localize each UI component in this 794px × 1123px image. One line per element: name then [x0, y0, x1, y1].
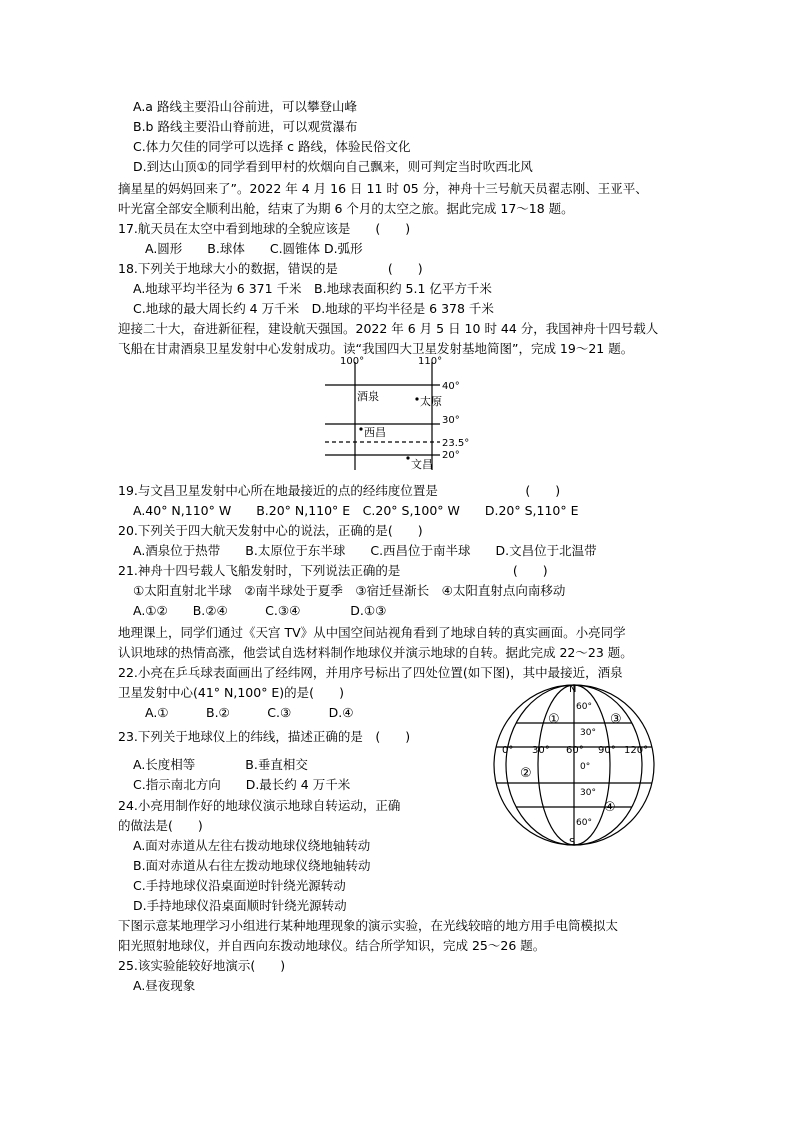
question-24: 24.小亮用制作好的地球仪演示地球自转运动，正确 — [118, 798, 401, 813]
globe-marker-4: ④ — [604, 800, 616, 815]
passage-line: 认识地球的热情高涨，他尝试自选材料制作地球仪并演示地球的自转。据此完成 22～23 题。 — [118, 645, 633, 660]
question-19-options: A.40° N,110° W B.20° N,110° E C.20° S,100° W D.20° S,110° E — [133, 503, 579, 518]
globe-lon-60: 60° — [566, 745, 584, 756]
map-lat-30: 30° — [442, 415, 460, 426]
globe-lat-0: 0° — [580, 762, 591, 772]
globe-lon-120: 120° — [624, 745, 649, 756]
question-25: 25.该实验能较好地演示( ) — [118, 958, 286, 973]
city-xichang: 西昌 — [364, 426, 386, 439]
globe-marker-3: ③ — [610, 712, 622, 727]
passage-line: 叶光富全部安全顺利出舱，结束了为期 6 个月的太空之旅。据此完成 17～18 题。 — [118, 201, 574, 216]
globe-lat-60s: 60° — [576, 818, 592, 828]
globe-marker-1: ① — [548, 712, 560, 727]
question-24-option-d: D.手持地球仪沿桌面顺时针绕光源转动 — [133, 898, 347, 913]
map-lon-100: 100° — [340, 356, 365, 367]
question-24-cont: 的做法是( ) — [118, 818, 203, 833]
globe-marker-2: ② — [520, 766, 532, 781]
passage-line: 下图示意某地理学习小组进行某种地理现象的演示实验，在光线较暗的地方用手电筒模拟太 — [118, 918, 619, 933]
globe-lat-30n: 30° — [580, 728, 596, 738]
question-23-options-ab: A.长度相等 B.垂直相交 — [133, 757, 308, 772]
question-22: 22.小亮在乒乓球表面画出了经纬网，并用序号标出了四处位置(如下图)，其中最接近，酒泉 — [118, 665, 623, 680]
question-24-option-c: C.手持地球仪沿桌面逆时针绕光源转动 — [133, 878, 346, 893]
globe-lon-0: 0° — [502, 745, 514, 756]
question-23-options-cd: C.指示南北方向 D.最长约 4 万千米 — [133, 777, 351, 792]
passage-line: 飞船在甘肃酒泉卫星发射中心发射成功。读“我国四大卫星发射基地简图”，完成 19～21 题。 — [118, 341, 634, 356]
option-route-b: B.b 路线主要沿山脊前进，可以观赏瀑布 — [133, 119, 358, 134]
question-18: 18.下列关于地球大小的数据，错误的是 ( ) — [118, 261, 423, 276]
question-18-options-ab: A.地球平均半径为 6 371 千米 B.地球表面积约 5.1 亿平方千米 — [133, 281, 492, 296]
question-17: 17.航天员在太空中看到地球的全貌应该是 ( ) — [118, 221, 411, 236]
question-24-option-a: A.面对赤道从左往右拨动地球仪绕地轴转动 — [133, 838, 371, 853]
globe-south: S — [569, 837, 576, 847]
globe-north: N — [569, 684, 577, 695]
question-22-options: A.① B.② C.③ D.④ — [145, 705, 354, 720]
option-route-c: C.体力欠佳的同学可以选择 c 路线，体验民俗文化 — [133, 139, 411, 154]
question-21: 21.神舟十四号载人飞船发射时，下列说法正确的是 ( ) — [118, 563, 548, 578]
option-route-d: D.到达山顶①的同学看到甲村的炊烟向自己飘来，则可判定当时吹西北风 — [133, 159, 533, 174]
passage-line: 阳光照射地球仪，并自西向东拨动地球仪。结合所学知识，完成 25～26 题。 — [118, 938, 546, 953]
graticule-globe — [488, 683, 660, 847]
question-22-cont: 卫星发射中心(41° N,100° E)的是( ) — [118, 685, 344, 700]
city-xichang-dot — [359, 427, 362, 430]
city-taiyuan: 太原 — [420, 395, 442, 408]
map-lat-40: 40° — [442, 381, 460, 392]
globe-lon-90: 90° — [598, 745, 616, 756]
globe-lon-30: 30° — [532, 745, 550, 756]
map-lat-20: 20° — [442, 450, 460, 461]
globe-lat-30s: 30° — [580, 788, 596, 798]
question-21-statements: ①太阳直射北半球 ②南半球处于夏季 ③宿迁昼渐长 ④太阳直射点向南移动 — [133, 583, 566, 598]
city-wenchang: 文昌 — [411, 458, 433, 471]
passage-line: 摘星星的妈妈回来了”。2022 年 4 月 16 日 11 时 05 分，神舟十三号航天员翟志刚、王亚平、 — [118, 181, 648, 196]
question-23: 23.下列关于地球仪上的纬线，描述正确的是 ( ) — [118, 729, 411, 744]
globe-lat-60n: 60° — [576, 702, 592, 712]
map-lon-110: 110° — [418, 356, 443, 367]
map-lat-23-5: 23.5° — [442, 438, 470, 449]
question-17-options: A.圆形 B.球体 C.圆锥体 D.弧形 — [145, 241, 363, 256]
city-taiyuan-dot — [415, 397, 418, 400]
question-18-options-cd: C.地球的最大周长约 4 万千米 D.地球的平均半径是 6 378 千米 — [133, 301, 494, 316]
city-jiuquan: 酒泉 — [357, 390, 379, 403]
question-21-options: A.①② B.②④ C.③④ D.①③ — [133, 603, 387, 618]
launch-base-map — [300, 352, 490, 474]
passage-line: 迎接二十大，奋进新征程，建设航天强国。2022 年 6 月 5 日 10 时 44 分，我国神舟十四号载人 — [118, 321, 659, 336]
question-20: 20.下列关于四大航天发射中心的说法，正确的是( ) — [118, 523, 423, 538]
passage-line: 地理课上，同学们通过《天宫 TV》从中国空间站视角看到了地球自转的真实画面。小亮同学 — [118, 625, 626, 640]
option-17a-route: A.a 路线主要沿山谷前进，可以攀登山峰 — [133, 99, 357, 114]
question-19: 19.与文昌卫星发射中心所在地最接近的点的经纬度位置是 ( ) — [118, 483, 561, 498]
city-wenchang-dot — [406, 456, 409, 459]
question-24-option-b: B.面对赤道从右往左拨动地球仪绕地轴转动 — [133, 858, 371, 873]
question-25-option-a: A.昼夜现象 — [133, 978, 196, 993]
question-20-options: A.酒泉位于热带 B.太原位于东半球 C.西昌位于南半球 D.文昌位于北温带 — [133, 543, 597, 558]
